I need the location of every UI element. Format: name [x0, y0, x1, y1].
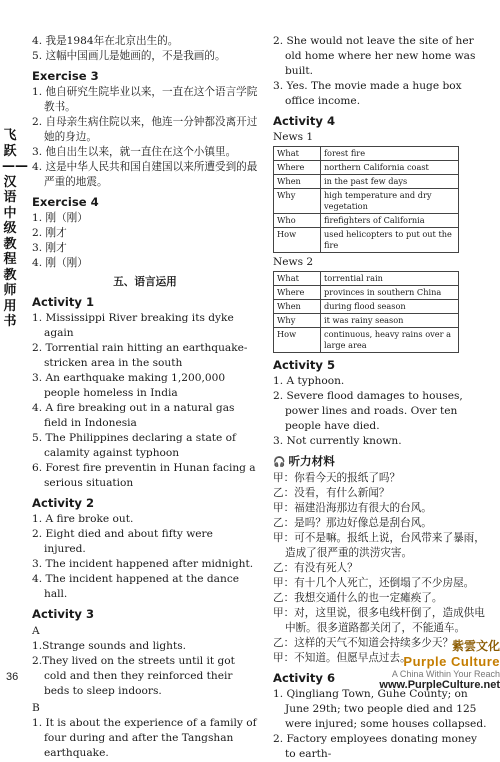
list-item: 2. Factory employees donating money to earth- [273, 733, 478, 760]
table-row [274, 286, 459, 300]
table-cell: What [274, 272, 321, 286]
dialogue-line: 甲：可不是嘛。报纸上说，台风带来了暴雨，造成了很严重的洪涝灾害。 [273, 532, 485, 559]
news-label: News 1 [273, 131, 314, 143]
list-item: 2. Torrential rain hitting an earthquake-stricken area in the south [32, 342, 248, 369]
activity-1-heading: Activity 1 [32, 295, 95, 309]
exercise-4-heading: Exercise 4 [32, 195, 99, 209]
list-item: 4. 我是1984年在北京出生的。 [32, 35, 179, 47]
dialogue-line: 乙：这样的天气不知道会持续多少天？ [273, 637, 454, 649]
activity-5-heading: Activity 5 [273, 358, 336, 372]
dialogue-line: 甲：有十几个人死亡，还倒塌了不少房屋。 [273, 577, 475, 589]
list-item: 3. 刚才 [32, 242, 67, 254]
list-item: 2. 刚才 [32, 227, 67, 239]
table-cell: Where [274, 161, 321, 175]
left-column [32, 34, 258, 761]
news-1-table [273, 146, 459, 253]
table-cell: When [274, 175, 321, 189]
table-row [274, 189, 459, 214]
activity-4-heading: Activity 4 [273, 114, 336, 128]
table-row [274, 147, 459, 161]
dialogue-line: 甲：不知道。但愿早点过去。 [273, 652, 411, 664]
list-item: 1. Mississippi River breaking its dyke again [32, 312, 234, 339]
list-item: 2. Severe flood damages to houses, power lines and roads. Over ten people have died. [273, 390, 463, 432]
dialogue-line: 乙：我想交通什么的也一定瘫痪了。 [273, 592, 443, 604]
table-cell: northern California coast [321, 161, 459, 175]
table-row [274, 161, 459, 175]
listening-heading [273, 454, 487, 470]
table-cell: it was rainy season [321, 314, 459, 328]
list-item: 4. 刚（刚） [32, 257, 88, 269]
table-cell: How [274, 228, 321, 253]
list-item: 3. An earthquake making 1,200,000 people homeless in India [32, 372, 226, 399]
list-item: 3. Not currently known. [273, 435, 402, 447]
activity-3-heading: Activity 3 [32, 607, 95, 621]
table-row [274, 300, 459, 314]
table-cell: When [274, 300, 321, 314]
list-item: 1. A typhoon. [273, 375, 345, 387]
table-cell: firefighters of California [321, 214, 459, 228]
list-item: 6. Forest fire preventin in Hunan facing a serious situation [32, 462, 256, 489]
list-item: 5. 这幅中国画儿是她画的，不是我画的。 [32, 50, 226, 62]
watermark-logo [368, 637, 500, 691]
list-item: 2. She would not leave the site of her old home where her new home was built. [273, 35, 476, 77]
table-row [274, 214, 459, 228]
table-row [274, 328, 459, 353]
list-item: 1. It is about the experience of a family of four during and after the Tangshan earthquake. [32, 717, 257, 759]
list-item: 1. 他自研究生院毕业以来，一直在这个语言学院教书。 [32, 86, 258, 113]
list-item: 2. 自母亲生病住院以来，他连一分钟都没离开过她的身边。 [32, 116, 258, 143]
activity-6-heading: Activity 6 [273, 671, 336, 685]
table-cell: in the past few days [321, 175, 459, 189]
list-item: 5. The Philippines declaring a state of calamity against typhoon [32, 432, 236, 459]
table-cell: high temperature and dry vegetation [321, 189, 459, 214]
table-cell: Who [274, 214, 321, 228]
activity-2-heading: Activity 2 [32, 496, 95, 510]
list-item: 1.Strange sounds and lights. [32, 640, 187, 652]
dialogue-line: 甲：对，这里说，很多电线杆倒了，造成供电中断。很多道路都关闭了，不能通车。 [273, 607, 485, 634]
dialogue-line: 甲：你看今天的报纸了吗？ [273, 472, 401, 484]
table-row [274, 228, 459, 253]
list-item: 3. 他自出生以来，就一直住在这个小镇里。 [32, 146, 237, 158]
subsection-label: A [32, 625, 40, 637]
watermark-url: www.PurpleCulture.net [379, 679, 500, 691]
list-item: 3. Yes. The movie made a huge box office income. [273, 80, 462, 107]
listening-title: 听力材料 [288, 454, 335, 468]
list-item: 4. A fire breaking out in a natural gas field in Indonesia [32, 402, 235, 429]
list-item: 4. 这是中华人民共和国自建国以来所遭受到的最严重的地震。 [32, 161, 258, 188]
table-cell: Why [274, 314, 321, 328]
watermark-cn: 紫雲文化 [451, 639, 500, 653]
subsection-label: B [32, 702, 40, 714]
table-row [274, 314, 459, 328]
list-item: 2. Eight died and about fifty were injured. [32, 528, 213, 555]
headphones-icon: 🎧 [273, 457, 286, 468]
list-item: 3. The incident happened after midnight. [32, 558, 254, 570]
table-cell: continuous, heavy rains over a large area [321, 328, 459, 353]
list-item: 2.They lived on the streets until it got cold and then they reinforced their beds to sleep indoors. [32, 655, 235, 697]
table-cell: torrential rain [321, 272, 459, 286]
section-heading: 五、语言运用 [113, 276, 177, 288]
table-cell: Where [274, 286, 321, 300]
page-number: 36 [6, 671, 19, 683]
table-cell: forest fire [321, 147, 459, 161]
dialogue-line: 乙：有没有死人？ [273, 562, 358, 574]
table-cell: during flood season [321, 300, 459, 314]
watermark-en: Purple Culture [403, 654, 500, 669]
news-2-table [273, 271, 459, 353]
table-row [274, 272, 459, 286]
dialogue-line: 乙：没看，有什么新闻？ [273, 487, 390, 499]
dialogue-line: 甲：福建沿海那边有很大的台风。 [273, 502, 432, 514]
table-cell: provinces in southern China [321, 286, 459, 300]
list-item: 4. The incident happened at the dance hall. [32, 573, 240, 600]
table-cell: used helicopters to put out the fire [321, 228, 459, 253]
news-label: News 2 [273, 256, 314, 268]
list-item: 1. A fire broke out. [32, 513, 134, 525]
table-cell: What [274, 147, 321, 161]
table-cell: Why [274, 189, 321, 214]
exercise-3-heading: Exercise 3 [32, 69, 99, 83]
table-cell: How [274, 328, 321, 353]
watermark-tagline: A China Within Your Reach [391, 669, 500, 679]
list-item: 1. 刚（刚） [32, 212, 88, 224]
spine-title: 飞跃——汉语中级教程教师用书 [2, 128, 28, 329]
dialogue-line: 乙：是吗？那边好像总是刮台风。 [273, 517, 432, 529]
table-row [274, 175, 459, 189]
list-item: 1. Qingliang Town, Guhe County; on June 29th; two people died and 125 were injured; some houses collapsed. [273, 688, 487, 730]
